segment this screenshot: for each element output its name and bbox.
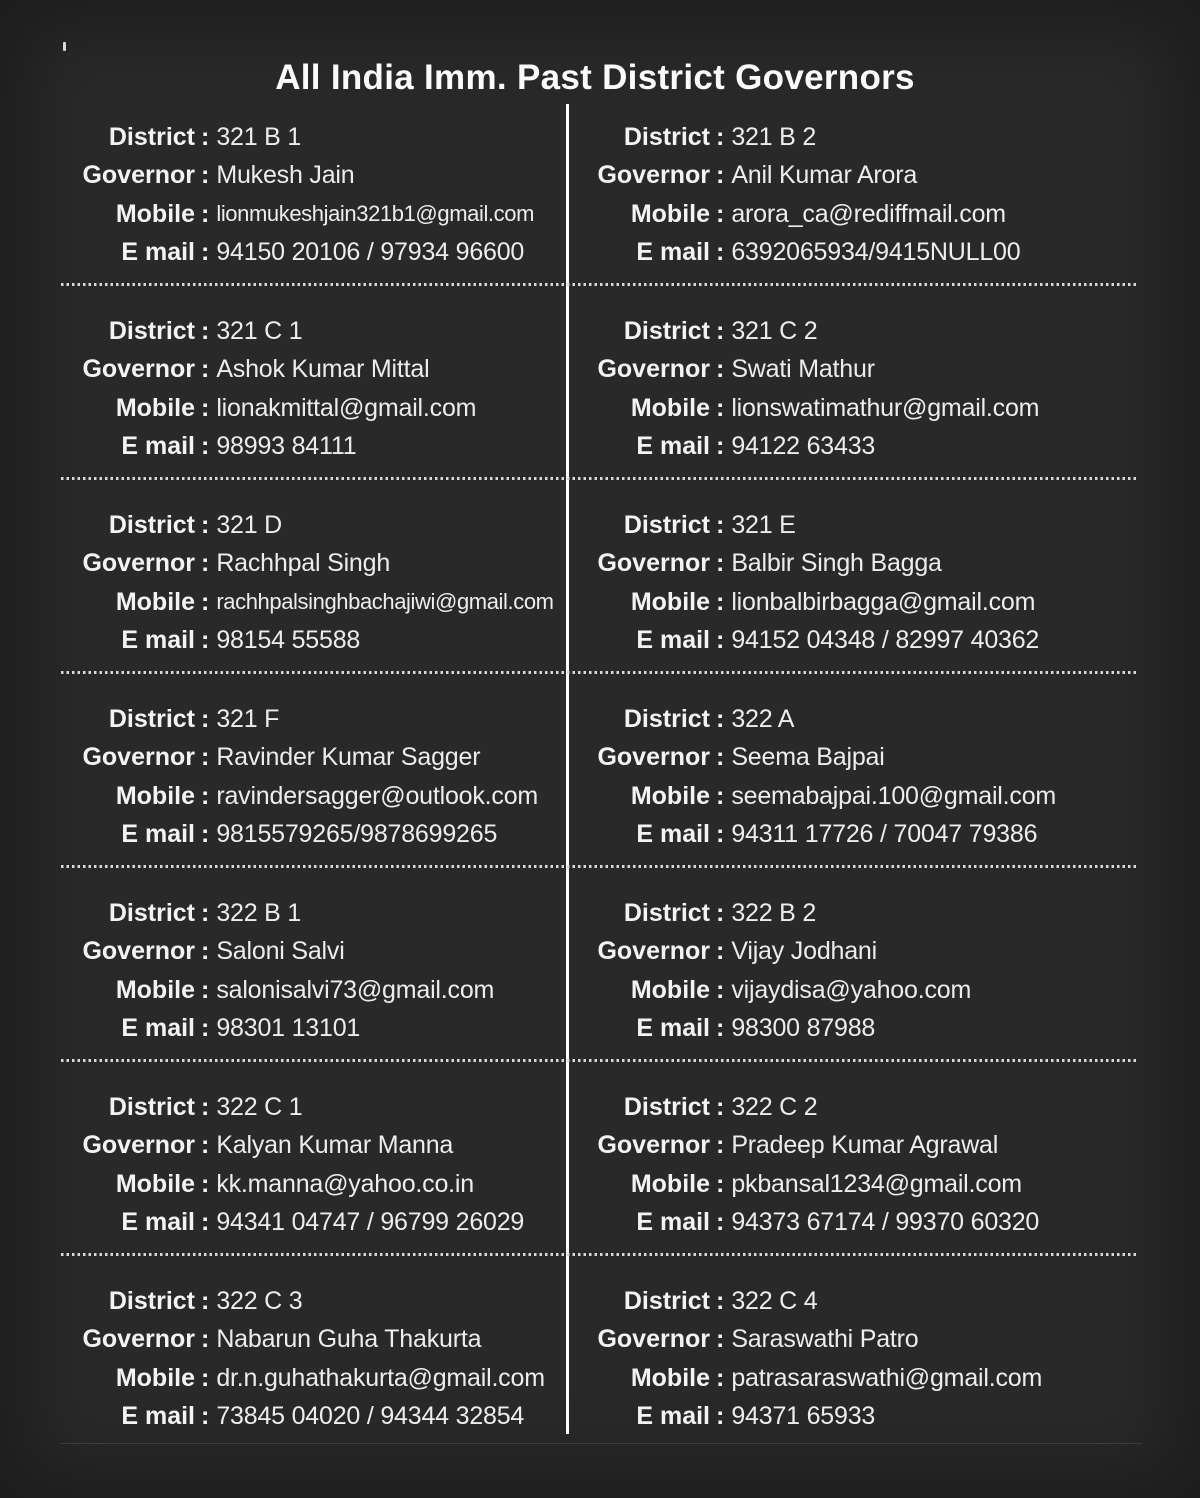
entry-row (55, 298, 1145, 466)
bottom-divider (60, 1443, 1142, 1444)
district-label: District (623, 1092, 710, 1121)
mobile-line (581, 389, 1145, 428)
mobile-line (581, 1165, 1145, 1204)
governor-value: Nabarun Guha Thakurta (216, 1325, 482, 1354)
mobile-label: Mobile (115, 587, 195, 616)
governor-value: Saloni Salvi (216, 937, 345, 966)
governor-label: Governor (82, 1131, 195, 1160)
mobile-line (581, 971, 1145, 1010)
email-label: E mail (121, 1014, 195, 1043)
colon-separator: : (716, 781, 725, 810)
colon-separator: : (716, 393, 725, 422)
colon-separator: : (716, 937, 725, 966)
colon-separator: : (716, 1402, 725, 1431)
mobile-line (55, 583, 567, 622)
entry-row (55, 1268, 1145, 1436)
dotted-separator (61, 671, 1139, 674)
colon-separator: : (716, 898, 725, 927)
mobile-value: vijaydisa@yahoo.com (731, 975, 972, 1004)
district-value: 321 B 1 (216, 122, 302, 151)
governor-value: Rachhpal Singh (216, 549, 391, 578)
mobile-value: ravindersagger@outlook.com (216, 781, 539, 810)
dotted-separator (61, 477, 1139, 480)
governor-line (55, 1127, 567, 1166)
email-value: 94150 20106 / 97934 96600 (216, 238, 525, 267)
mobile-value: rachhpalsinghbachajiwi@gmail.com (216, 589, 554, 615)
colon-separator: : (716, 743, 725, 772)
mobile-line (581, 777, 1145, 816)
governor-value: Seema Bajpai (731, 743, 885, 772)
governor-list (55, 104, 1145, 1436)
mobile-line (581, 195, 1145, 234)
email-label: E mail (636, 238, 710, 267)
governor-value: Ashok Kumar Mittal (216, 355, 430, 384)
colon-separator: : (716, 626, 725, 655)
district-line (581, 118, 1145, 157)
governor-entry (55, 492, 567, 660)
colon-separator: : (201, 510, 210, 539)
colon-separator: : (716, 820, 725, 849)
email-value: 94341 04747 / 96799 26029 (216, 1208, 525, 1237)
email-label: E mail (121, 626, 195, 655)
district-label: District (108, 316, 195, 345)
governor-line (55, 1321, 567, 1360)
mobile-line (55, 389, 567, 428)
mobile-value: dr.n.guhathakurta@gmail.com (216, 1363, 545, 1392)
district-value: 322 C 4 (731, 1286, 818, 1315)
email-value: 98154 55588 (216, 626, 361, 655)
district-line (55, 894, 567, 933)
colon-separator: : (716, 238, 725, 267)
colon-separator: : (201, 704, 210, 733)
entry-row (55, 1074, 1145, 1242)
mobile-label: Mobile (115, 393, 195, 422)
governor-line (581, 739, 1145, 778)
governor-line (55, 933, 567, 972)
dotted-separator (61, 1059, 1139, 1062)
governor-entry (567, 880, 1145, 1048)
colon-separator: : (716, 704, 725, 733)
colon-separator: : (201, 1325, 210, 1354)
governor-label: Governor (597, 1131, 710, 1160)
colon-separator: : (716, 355, 725, 384)
email-label: E mail (121, 820, 195, 849)
governor-entry (55, 1268, 567, 1436)
governor-entry (55, 1074, 567, 1242)
colon-separator: : (716, 161, 725, 190)
email-value: 98300 87988 (731, 1014, 876, 1043)
governor-line (55, 157, 567, 196)
dotted-separator (61, 865, 1139, 868)
governor-label: Governor (82, 161, 195, 190)
district-value: 321 D (216, 510, 283, 539)
colon-separator: : (201, 1208, 210, 1237)
email-value: 73845 04020 / 94344 32854 (216, 1402, 525, 1431)
governor-label: Governor (597, 1325, 710, 1354)
email-line (581, 622, 1145, 661)
colon-separator: : (716, 316, 725, 345)
colon-separator: : (201, 122, 210, 151)
mobile-label: Mobile (630, 1169, 710, 1198)
governor-value: Anil Kumar Arora (731, 161, 918, 190)
colon-separator: : (716, 1363, 725, 1392)
governor-line (55, 351, 567, 390)
colon-separator: : (201, 549, 210, 578)
district-label: District (623, 1286, 710, 1315)
district-line (55, 312, 567, 351)
governor-entry (567, 104, 1145, 272)
mobile-value: lionakmittal@gmail.com (216, 393, 477, 422)
colon-separator: : (201, 1131, 210, 1160)
mobile-value: pkbansal1234@gmail.com (731, 1169, 1022, 1198)
email-line (581, 816, 1145, 855)
governor-label: Governor (597, 937, 710, 966)
mobile-label: Mobile (630, 393, 710, 422)
governor-entry (567, 492, 1145, 660)
email-line (581, 1010, 1145, 1049)
governor-label: Governor (597, 549, 710, 578)
governor-label: Governor (597, 743, 710, 772)
email-value: 98301 13101 (216, 1014, 361, 1043)
email-label: E mail (636, 1014, 710, 1043)
colon-separator: : (716, 1169, 725, 1198)
governor-label: Governor (597, 161, 710, 190)
mobile-label: Mobile (115, 781, 195, 810)
colon-separator: : (201, 1363, 210, 1392)
governor-entry (567, 1268, 1145, 1436)
mobile-label: Mobile (630, 1363, 710, 1392)
district-line (55, 118, 567, 157)
district-label: District (623, 898, 710, 927)
mobile-value: kk.manna@yahoo.co.in (216, 1169, 474, 1198)
email-line (55, 1398, 567, 1437)
governor-entry (55, 298, 567, 466)
colon-separator: : (716, 1131, 725, 1160)
colon-separator: : (201, 1092, 210, 1121)
mobile-value: seemabajpai.100@gmail.com (731, 781, 1057, 810)
district-label: District (623, 316, 710, 345)
colon-separator: : (201, 161, 210, 190)
mobile-label: Mobile (115, 1363, 195, 1392)
governor-line (581, 351, 1145, 390)
governor-entry (567, 1074, 1145, 1242)
mobile-line (55, 1165, 567, 1204)
email-value: 94371 65933 (731, 1402, 876, 1431)
email-value: 94311 17726 / 70047 79386 (731, 820, 1038, 849)
page-title: All India Imm. Past District Governors (275, 58, 915, 97)
mobile-line (581, 583, 1145, 622)
colon-separator: : (716, 1092, 725, 1121)
email-line (55, 1010, 567, 1049)
district-line (581, 1282, 1145, 1321)
email-label: E mail (636, 1402, 710, 1431)
governor-label: Governor (82, 743, 195, 772)
mobile-line (55, 777, 567, 816)
email-value: 94122 63433 (731, 432, 876, 461)
mobile-label: Mobile (630, 587, 710, 616)
colon-separator: : (201, 238, 210, 267)
colon-separator: : (201, 355, 210, 384)
colon-separator: : (716, 199, 725, 228)
governor-entry (567, 298, 1145, 466)
stray-mark (63, 42, 66, 51)
district-value: 322 C 1 (216, 1092, 303, 1121)
district-value: 321 E (731, 510, 796, 539)
mobile-value: lionmukeshjain321b1@gmail.com (216, 201, 535, 227)
governor-value: Swati Mathur (731, 355, 875, 384)
mobile-line (55, 1359, 567, 1398)
district-line (581, 894, 1145, 933)
colon-separator: : (716, 1208, 725, 1237)
district-label: District (623, 704, 710, 733)
district-value: 321 B 2 (731, 122, 817, 151)
governor-line (581, 1321, 1145, 1360)
governor-value: Balbir Singh Bagga (731, 549, 942, 578)
district-label: District (108, 1092, 195, 1121)
mobile-label: Mobile (115, 975, 195, 1004)
email-label: E mail (636, 432, 710, 461)
colon-separator: : (716, 122, 725, 151)
email-line (55, 1204, 567, 1243)
district-value: 322 B 1 (216, 898, 302, 927)
colon-separator: : (716, 975, 725, 1004)
mobile-line (55, 971, 567, 1010)
governor-label: Governor (597, 355, 710, 384)
entry-row (55, 686, 1145, 854)
colon-separator: : (201, 743, 210, 772)
district-value: 322 B 2 (731, 898, 817, 927)
district-value: 321 C 2 (731, 316, 818, 345)
mobile-label: Mobile (115, 199, 195, 228)
email-label: E mail (121, 238, 195, 267)
district-label: District (108, 704, 195, 733)
district-label: District (108, 898, 195, 927)
colon-separator: : (201, 1402, 210, 1431)
colon-separator: : (716, 549, 725, 578)
colon-separator: : (716, 1286, 725, 1315)
district-label: District (108, 1286, 195, 1315)
email-value: 9815579265/9878699265 (216, 820, 498, 849)
district-line (55, 1088, 567, 1127)
email-label: E mail (636, 820, 710, 849)
email-line (581, 234, 1145, 273)
district-line (581, 312, 1145, 351)
governor-value: Vijay Jodhani (731, 937, 877, 966)
colon-separator: : (201, 781, 210, 810)
governor-entry (55, 686, 567, 854)
email-line (55, 816, 567, 855)
district-line (581, 506, 1145, 545)
email-value: 94152 04348 / 82997 40362 (731, 626, 1040, 655)
governor-value: Ravinder Kumar Sagger (216, 743, 481, 772)
mobile-value: salonisalvi73@gmail.com (216, 975, 495, 1004)
email-line (581, 1204, 1145, 1243)
entry-row (55, 880, 1145, 1048)
mobile-line (55, 195, 567, 234)
mobile-label: Mobile (630, 199, 710, 228)
colon-separator: : (201, 587, 210, 616)
mobile-value: lionbalbirbagga@gmail.com (731, 587, 1036, 616)
email-label: E mail (121, 1402, 195, 1431)
email-line (581, 1398, 1145, 1437)
district-label: District (108, 122, 195, 151)
colon-separator: : (201, 393, 210, 422)
colon-separator: : (201, 626, 210, 655)
colon-separator: : (201, 1169, 210, 1198)
email-line (55, 234, 567, 273)
district-line (55, 506, 567, 545)
colon-separator: : (716, 510, 725, 539)
colon-separator: : (201, 199, 210, 228)
email-label: E mail (636, 1208, 710, 1237)
district-line (55, 700, 567, 739)
governor-line (581, 1127, 1145, 1166)
district-label: District (623, 122, 710, 151)
governor-line (55, 545, 567, 584)
mobile-value: lionswatimathur@gmail.com (731, 393, 1040, 422)
governor-label: Governor (82, 355, 195, 384)
colon-separator: : (201, 316, 210, 345)
mobile-label: Mobile (630, 781, 710, 810)
district-value: 322 A (731, 704, 795, 733)
governor-entry (55, 104, 567, 272)
colon-separator: : (716, 587, 725, 616)
colon-separator: : (716, 1325, 725, 1354)
colon-separator: : (201, 975, 210, 1004)
governor-value: Kalyan Kumar Manna (216, 1131, 454, 1160)
governor-line (55, 739, 567, 778)
colon-separator: : (201, 1014, 210, 1043)
colon-separator: : (201, 937, 210, 966)
governor-line (581, 545, 1145, 584)
district-value: 322 C 2 (731, 1092, 818, 1121)
entry-row (55, 492, 1145, 660)
email-line (55, 428, 567, 467)
mobile-value: patrasaraswathi@gmail.com (731, 1363, 1043, 1392)
governor-value: Pradeep Kumar Agrawal (731, 1131, 999, 1160)
colon-separator: : (716, 1014, 725, 1043)
district-value: 321 F (216, 704, 280, 733)
district-line (581, 700, 1145, 739)
mobile-value: arora_ca@rediffmail.com (731, 199, 1006, 228)
email-label: E mail (636, 626, 710, 655)
governor-label: Governor (82, 1325, 195, 1354)
mobile-label: Mobile (630, 975, 710, 1004)
email-line (55, 622, 567, 661)
email-value: 6392065934/9415NULL00 (731, 238, 1021, 267)
governor-entry (55, 880, 567, 1048)
governor-line (581, 157, 1145, 196)
mobile-label: Mobile (115, 1169, 195, 1198)
district-label: District (623, 510, 710, 539)
district-value: 322 C 3 (216, 1286, 303, 1315)
district-label: District (108, 510, 195, 539)
entry-row (55, 104, 1145, 272)
district-value: 321 C 1 (216, 316, 303, 345)
dotted-separator (61, 1253, 1139, 1256)
mobile-line (581, 1359, 1145, 1398)
colon-separator: : (201, 898, 210, 927)
email-value: 98993 84111 (216, 432, 357, 461)
colon-separator: : (201, 820, 210, 849)
email-label: E mail (121, 1208, 195, 1237)
district-line (55, 1282, 567, 1321)
colon-separator: : (201, 432, 210, 461)
governor-entry (567, 686, 1145, 854)
governor-value: Saraswathi Patro (731, 1325, 919, 1354)
colon-separator: : (716, 432, 725, 461)
governor-label: Governor (82, 549, 195, 578)
governor-value: Mukesh Jain (216, 161, 355, 190)
email-value: 94373 67174 / 99370 60320 (731, 1208, 1040, 1237)
district-line (581, 1088, 1145, 1127)
colon-separator: : (201, 1286, 210, 1315)
governor-label: Governor (82, 937, 195, 966)
email-label: E mail (121, 432, 195, 461)
governor-line (581, 933, 1145, 972)
email-line (581, 428, 1145, 467)
dotted-separator (61, 283, 1139, 286)
